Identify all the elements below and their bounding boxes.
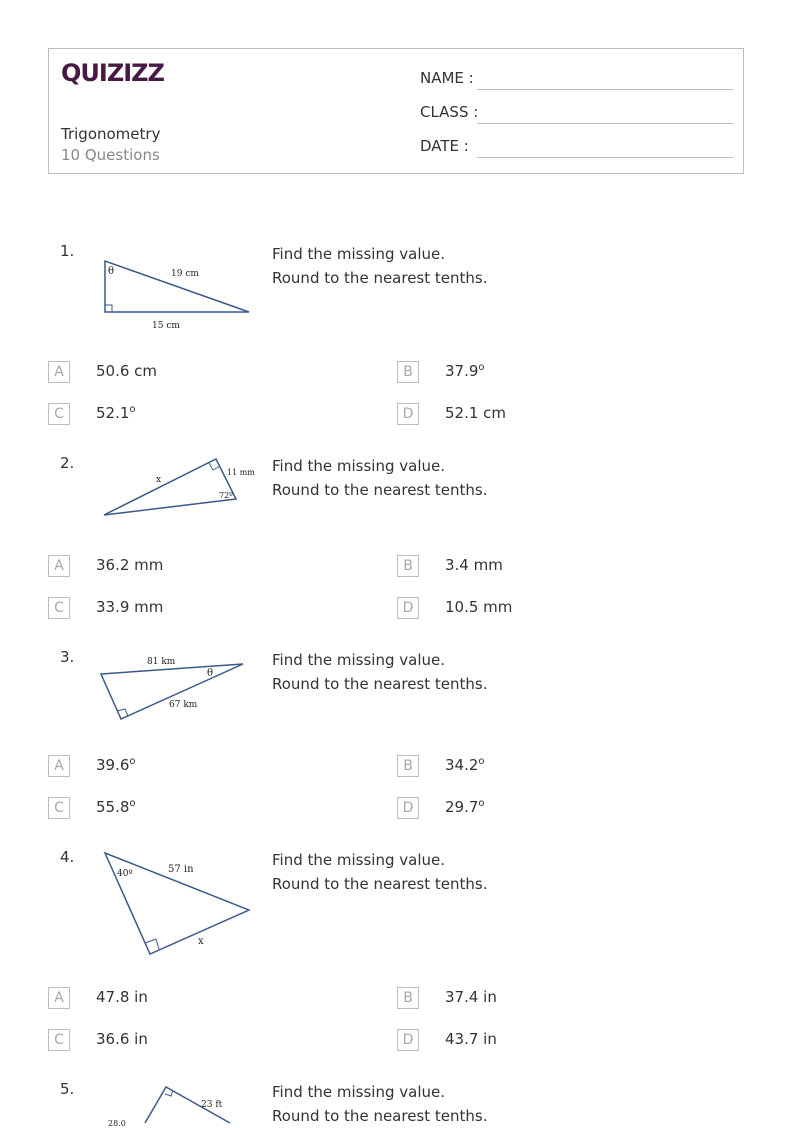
option-value: 52.1 cm — [445, 404, 507, 422]
option-value: 39.6$^o$ — [96, 756, 136, 774]
option-letter: C — [48, 1029, 70, 1051]
question-prompt — [272, 648, 488, 696]
question-prompt — [272, 242, 488, 290]
option-value: 47.8 in — [96, 988, 148, 1006]
right-triangle-figure — [95, 848, 265, 960]
question-number: 2. — [60, 454, 75, 472]
question-number: 5. — [60, 1080, 75, 1098]
side-label: 23 ft — [201, 1100, 223, 1110]
option-letter: C — [48, 797, 70, 819]
side-label: 11 mm — [227, 468, 255, 477]
option-value: 37.4 in — [445, 988, 497, 1006]
right-triangle-figure — [95, 1084, 265, 1128]
option-letter: B — [397, 555, 419, 577]
option-letter: B — [397, 987, 419, 1009]
option-letter: B — [397, 755, 419, 777]
hypotenuse-label: 57 in — [168, 864, 194, 875]
right-triangle-figure — [95, 454, 265, 524]
option-letter: A — [48, 361, 70, 383]
theta-label: θ — [108, 266, 115, 277]
option-letter: C — [48, 597, 70, 619]
hypotenuse-label: 19 cm — [171, 269, 199, 279]
right-triangle-figure — [95, 648, 265, 728]
prompt-line: Find the missing value. — [272, 651, 445, 669]
name-line[interactable] — [477, 89, 733, 90]
prompt-line: Round to the nearest tenths. — [272, 675, 488, 693]
angle-label: 72º — [219, 491, 233, 500]
option-letter: D — [397, 403, 419, 425]
prompt-line: Round to the nearest tenths. — [272, 875, 488, 893]
x-label: x — [198, 936, 204, 947]
option-value: 52.1$^o$ — [96, 404, 136, 422]
option-value: 36.2 mm — [96, 556, 164, 574]
question-prompt — [272, 848, 488, 896]
theta-label: θ — [207, 668, 214, 679]
worksheet-header — [48, 48, 744, 174]
x-label: x — [156, 475, 162, 485]
side-label: 67 km — [169, 700, 198, 710]
option-letter: D — [397, 797, 419, 819]
option-letter: D — [397, 597, 419, 619]
right-triangle-figure — [95, 256, 265, 336]
option-value: 50.6 cm — [96, 362, 158, 380]
date-line[interactable] — [477, 157, 733, 158]
question-number: 1. — [60, 242, 75, 260]
name-label: NAME : — [420, 69, 474, 87]
angle-label: 28.0 — [108, 1119, 126, 1128]
option-value: 29.7$^o$ — [445, 798, 485, 816]
quizizz-logo: QUIZIZZ — [61, 59, 164, 87]
worksheet-title: Trigonometry — [61, 125, 161, 143]
option-letter: A — [48, 555, 70, 577]
option-value: 36.6 in — [96, 1030, 148, 1048]
prompt-line: Find the missing value. — [272, 457, 445, 475]
prompt-line: Round to the nearest tenths. — [272, 269, 488, 287]
question-number: 4. — [60, 848, 75, 866]
prompt-line: Find the missing value. — [272, 851, 445, 869]
option-letter: A — [48, 755, 70, 777]
class-line[interactable] — [477, 123, 733, 124]
date-label: DATE : — [420, 137, 469, 155]
prompt-line: Find the missing value. — [272, 1083, 445, 1101]
option-letter: A — [48, 987, 70, 1009]
option-value: 43.7 in — [445, 1030, 497, 1048]
question-number: 3. — [60, 648, 75, 666]
prompt-line: Round to the nearest tenths. — [272, 1107, 488, 1125]
base-label: 15 cm — [152, 321, 180, 331]
question-prompt — [272, 454, 488, 502]
question-count: 10 Questions — [61, 146, 160, 164]
option-value: 10.5 mm — [445, 598, 513, 616]
question-prompt — [272, 1080, 488, 1128]
prompt-line: Find the missing value. — [272, 245, 445, 263]
top-side-label: 81 km — [147, 657, 176, 667]
prompt-line: Round to the nearest tenths. — [272, 481, 488, 499]
option-value: 37.9$^o$ — [445, 362, 485, 380]
option-value: 34.2$^o$ — [445, 756, 485, 774]
angle-label: 40º — [117, 869, 133, 879]
option-value: 3.4 mm — [445, 556, 503, 574]
option-value: 55.8$^o$ — [96, 798, 136, 816]
option-letter: C — [48, 403, 70, 425]
class-label: CLASS : — [420, 103, 479, 121]
option-letter: D — [397, 1029, 419, 1051]
option-value: 33.9 mm — [96, 598, 164, 616]
option-letter: B — [397, 361, 419, 383]
